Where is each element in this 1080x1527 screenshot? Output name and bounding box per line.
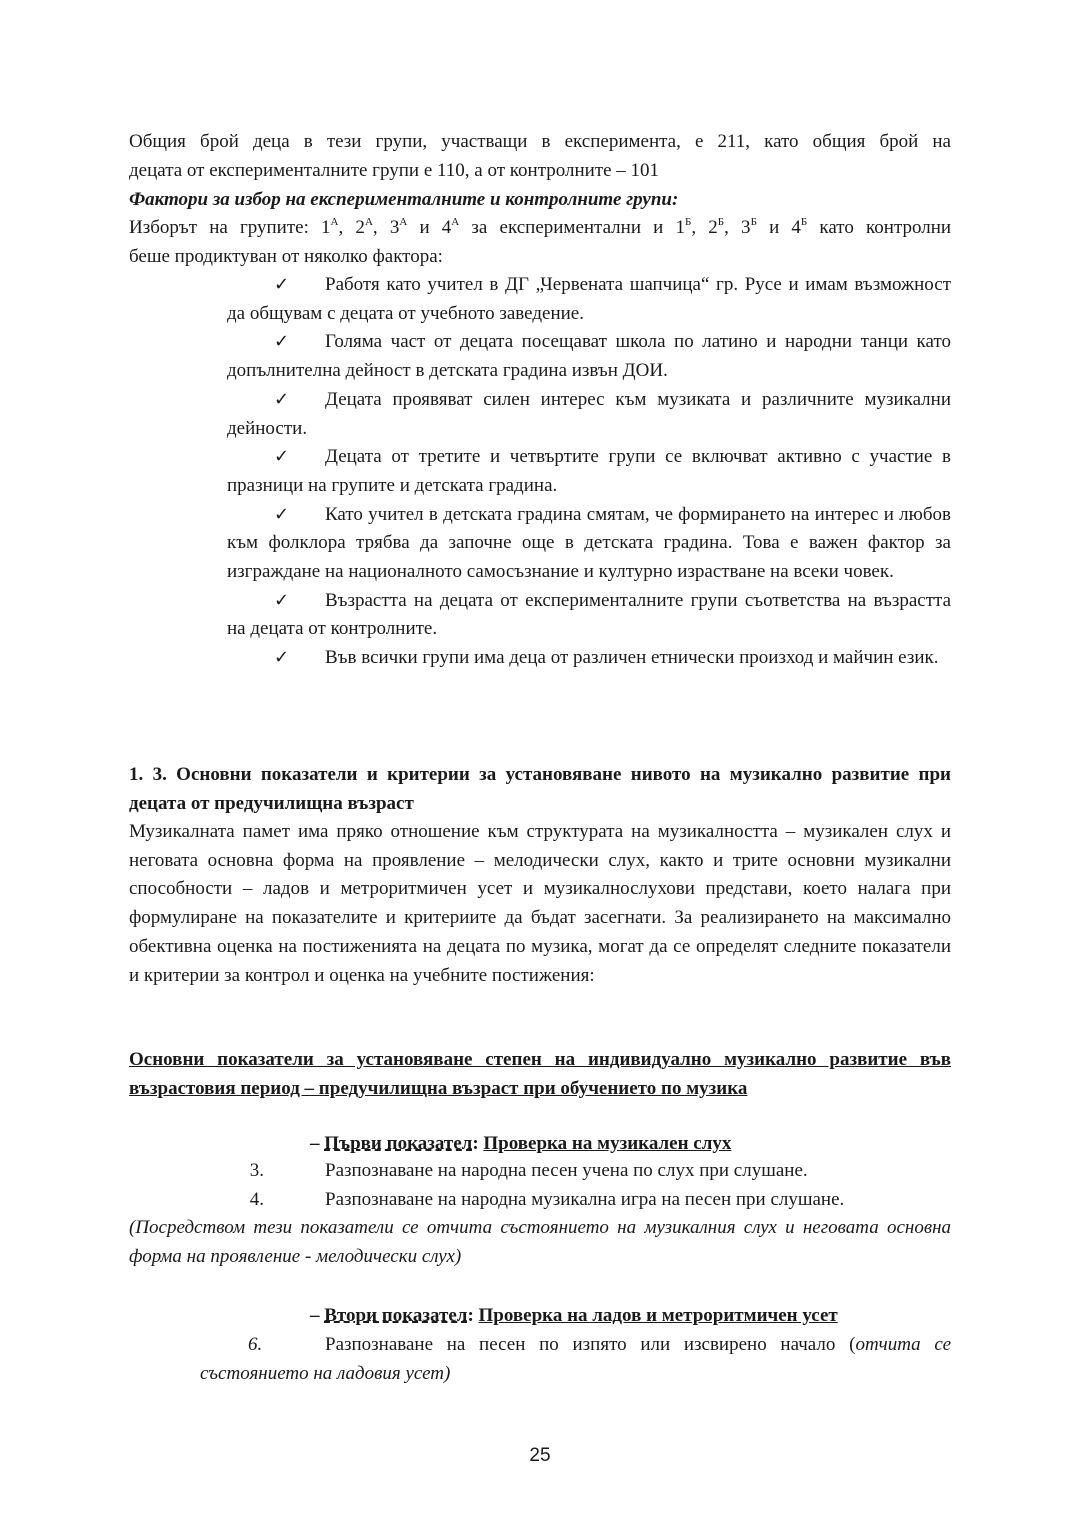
- list-item: ✓ Като учител в детската градина смятам, че формирането на интерес и любов към фолклора трябва да започне още в детската градина. Това е важен фактор за изграждане на националното самосъзнание и културно израстване на всеки човек.: [227, 501, 951, 587]
- indicator-1-items: [244, 1156, 964, 1214]
- list-item: ✓ Децата от третите и четвъртите групи се включват активно с участие в празници на групите и детската градина.: [227, 443, 951, 500]
- group-choice-line: Изборът на групите: $1^А$, $2^А$, $3^А$ и $4^А$ за експериментални и $1^Б$, $2^Б$, $3^Б$ и $4^Б$ като контролни: [129, 216, 952, 238]
- indicator-2-heading: – Втори показател: Проверка на ладов и метроритмичен усет: [310, 1305, 838, 1326]
- check-icon: ✓: [274, 647, 290, 669]
- intro-paragraph: [129, 128, 951, 185]
- check-icon: ✓: [274, 388, 290, 410]
- list-item: ✓ Работя като учител в ДГ „Червената шапчица“ гр. Русе и имам възможност да общувам с децата от учебното заведение.: [227, 271, 951, 328]
- check-icon: ✓: [274, 274, 290, 295]
- section-heading: 1. 3. Основни показатели и критерии за установяване нивото на музикално развитие при децата от предучилищна възраст: [129, 764, 951, 814]
- indicator-1-note: (Посредством тези показатели се отчита състоянието на музикалния слух и неговата основна форма на проявление - мелодически слух): [129, 1217, 951, 1267]
- intro-line-1: Общия брой деца в тези групи, участващи в експеримента, е 211, като общия брой на: [129, 131, 951, 152]
- main-indicators-heading: Основни показатели за установяване степен на индивидуално музикално развитие във възрастовия период – предучилищна възраст при обучението по музика: [129, 1049, 951, 1099]
- group-choice-paragraph: [129, 214, 951, 271]
- list-item: 4. Разпознаване на народна музикална игра на песен при слушане.: [249, 1189, 845, 1210]
- group-choice-continuation: беше продиктуван от няколко фактора:: [129, 245, 443, 267]
- intro-line-2: децата от експерименталните групи е 110, а от контролните – 101: [129, 159, 660, 181]
- check-icon: ✓: [274, 331, 290, 353]
- list-item: 3. Разпознаване на народна песен учена по слух при слушане.: [249, 1160, 808, 1181]
- check-icon: ✓: [274, 503, 290, 525]
- indicator-1-heading: – Първи показател: Проверка на музикален слух: [310, 1133, 732, 1154]
- list-item: ✓ Възрастта на децата от експерименталните групи съответства на възрастта на децата от контролните.: [227, 587, 951, 644]
- factors-list: [227, 271, 951, 673]
- page-number: 25: [529, 1445, 551, 1466]
- list-item: ✓ Децата проявяват силен интерес към музиката и различните музикални дейности.: [227, 386, 951, 443]
- section-body: Музикалната памет има пряко отношение към структурата на музикалността – музикален слух и неговата основна форма на проявление – мелодически слух, както и трите основни музикални способности – ладов и метроритмичен усет и музикалнослухови представи, което налага при формулиране на показателите и критериите да бъдат засегнати. За реализирането на максимално обективна оценка на постиженията на децата по музика, могат да се определят следните показатели и критерии за контрол и оценка на учебните постижения:: [129, 821, 951, 986]
- indicator-2-item: 6. Разпознаване на песен по изпято или изсвирено начало (отчита се състоянието на ладовия усет): [200, 1334, 952, 1384]
- check-icon: ✓: [274, 589, 290, 611]
- check-icon: ✓: [274, 446, 290, 468]
- list-item: ✓ Във всички групи има деца от различен етнически произход и майчин език.: [227, 644, 951, 673]
- list-item: ✓ Голяма част от децата посещават школа по латино и народни танци като допълнителна дейност в детската градина извън ДОИ.: [227, 328, 951, 385]
- factors-heading: Фактори за избор на експерименталните и контролните групи:: [129, 189, 679, 210]
